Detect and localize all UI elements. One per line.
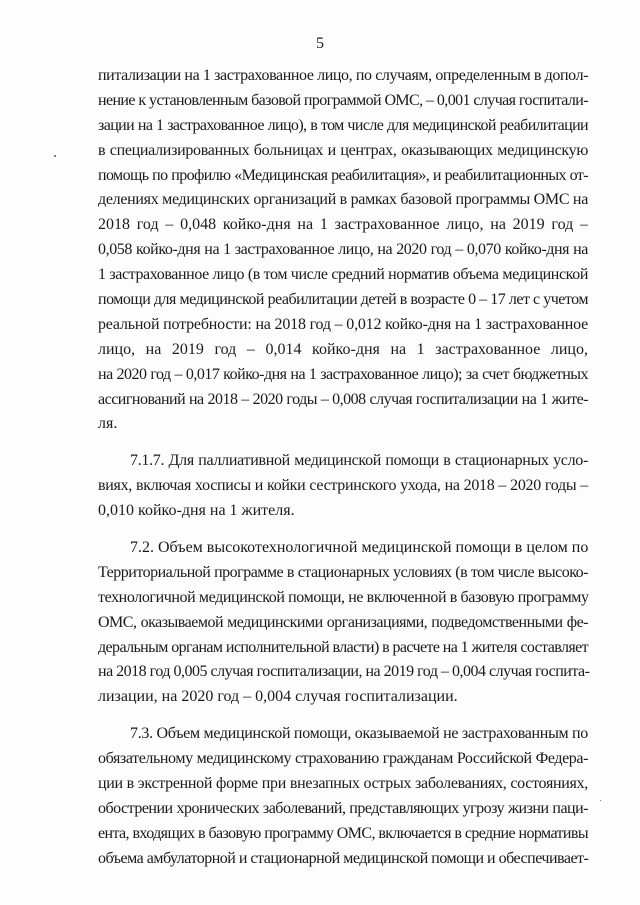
text-line: нение к установленным базовой программой ОМС, – 0,001 случая госпитали-: [98, 91, 588, 109]
text-line: помощи для медицинской реабилитации детей в возрасте 0 – 17 лет с учетом: [98, 291, 588, 309]
text-line: деральным органам исполнительной власти) в расчете на 1 жителя составляет: [98, 638, 588, 656]
text-line: 0,010 койко-дня на 1 жителя.: [98, 502, 295, 520]
text-line: ции в экстренной форме при внезапных острых заболеваниях, состояниях,: [98, 775, 588, 793]
text-line: ля.: [98, 415, 118, 433]
text-line: зации на 1 застрахованное лицо), в том числе для медицинской реабилитации: [98, 116, 588, 134]
text-line: лизации, на 2020 год – 0,004 случая госпитализации.: [98, 688, 458, 706]
page-number: 5: [316, 35, 324, 52]
text-line: объема амбулаторной и стационарной медицинской помощи и обеспечивает-: [98, 849, 589, 867]
paragraph-7-3: [98, 722, 588, 871]
text-line: 0,058 койко-дня на 1 застрахованное лицо, на 2020 год – 0,070 койко-дня на: [98, 241, 588, 259]
text-line: ассигнований на 2018 – 2020 годы – 0,008 случая госпитализации на 1 жите-: [98, 390, 588, 408]
paragraph-7-1-7: [98, 449, 588, 524]
text-line: лицо, на 2019 год – 0,014 койко-дня на 1 застрахованное лицо,: [98, 340, 588, 358]
text-line: виях, включая хосписы и койки сестринского ухода, на 2018 – 2020 годы –: [98, 477, 588, 495]
text-line: 2018 год – 0,048 койко-дня на 1 застрахованное лицо, на 2019 год –: [98, 216, 588, 234]
text-line: ОМС, оказываемой медицинскими организациями, подведомственными фе-: [98, 613, 588, 631]
scan-speck: [54, 155, 56, 157]
paragraph-spacer: [98, 437, 588, 449]
document-body: [98, 64, 588, 872]
text-line: 7.3. Объем медицинской помощи, оказываемой не застрахованным по: [130, 725, 589, 743]
text-line: 7.1.7. Для паллиативной медицинской помощи в стационарных усло-: [130, 452, 588, 470]
text-line: на 2020 год – 0,017 койко-дня на 1 застрахованное лицо); за счет бюджетных: [98, 365, 588, 383]
paragraph-spacer: [98, 524, 588, 536]
text-line: технологичной медицинской помощи, не включенной в базовую программу: [98, 588, 589, 606]
text-line: помощь по профилю «Медицинская реабилитация», и реабилитационных от-: [98, 166, 588, 184]
text-line: обязательному медицинскому страхованию гражданам Российской Федера-: [98, 750, 588, 768]
text-line: на 2018 год 0,005 случая госпитализации, на 2019 год – 0,004 случая госпита-: [98, 663, 590, 681]
text-line: в специализированных больницах и центрах, оказывающих медицинскую: [98, 141, 588, 159]
scan-speck: [600, 800, 601, 801]
paragraph-7-2: [98, 536, 588, 710]
paragraph-spacer: [98, 710, 588, 722]
text-line: ента, входящих в базовую программу ОМС, включается в средние нормативы: [98, 824, 588, 842]
text-line: Территориальной программе в стационарных условиях (в том числе высоко-: [98, 563, 588, 581]
text-line: обострении хронических заболеваний, представляющих угрозу жизни паци-: [98, 799, 588, 817]
text-line: делениях медицинских организаций в рамках базовой программы ОМС на: [98, 191, 588, 209]
text-line: питализации на 1 застрахованное лицо, по случаям, определенным в допол-: [98, 67, 589, 84]
text-line: реальной потребности: на 2018 год – 0,012 койко-дня на 1 застрахованное: [98, 315, 588, 333]
paragraph-continuation: [98, 64, 588, 437]
text-line: 1 застрахованное лицо (в том числе средний норматив объема медицинской: [98, 266, 588, 284]
text-line: 7.2. Объем высокотехнологичной медицинской помощи в целом по: [130, 539, 589, 557]
